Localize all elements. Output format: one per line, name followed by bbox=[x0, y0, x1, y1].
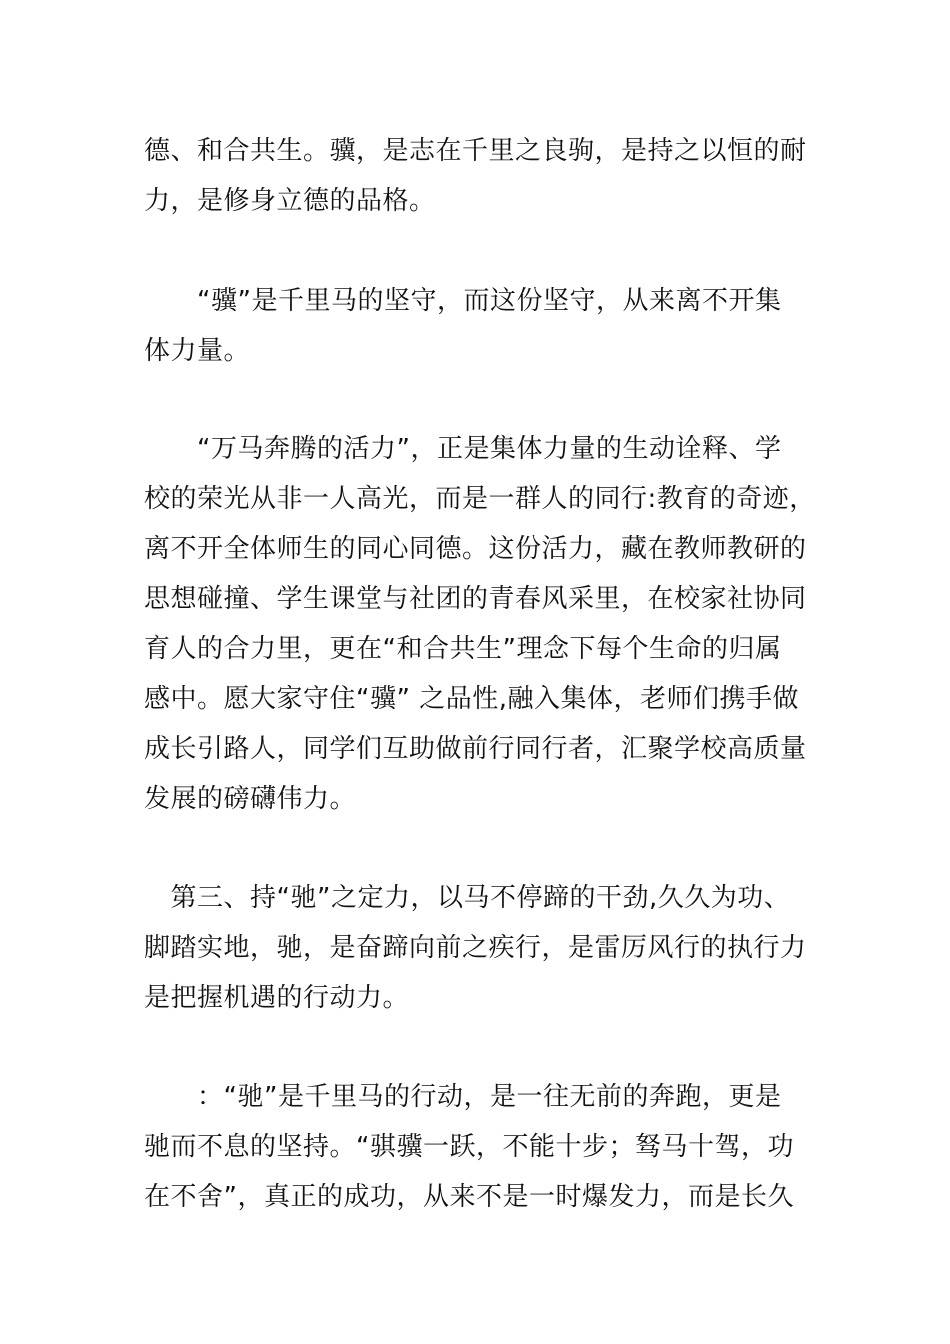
paragraph-4-line-3: 是把握机遇的行动力。 bbox=[144, 983, 410, 1013]
paragraph-4-line-2: 脚踏实地，驰，是奋蹄向前之疾行，是雷厉风行的执行力 bbox=[144, 933, 807, 963]
paragraph-3-line-1: “万马奔腾的活力”，正是集体力量的生动诠释、学 bbox=[144, 434, 782, 464]
paragraph-2-line-1: “骥”是千里马的坚守，而这份坚守，从来离不开集 bbox=[144, 286, 782, 316]
paragraph-3-line-5: 育人的合力里，更在“和合共生”理念下每个生命的归属 bbox=[144, 634, 782, 664]
paragraph-4-line-1: 第三、持“驰”之定力，以马不停蹄的干劲,久久为功、 bbox=[144, 883, 791, 913]
paragraph-3-line-2: 校的荣光从非一人高光，而是一群人的同行:教育的奇迹， bbox=[144, 484, 816, 514]
paragraph-1-line-2: 力，是修身立德的品格。 bbox=[144, 186, 436, 216]
paragraph-1-line-1: 德、和合共生。骥，是志在千里之良驹，是持之以恒的耐 bbox=[144, 136, 807, 166]
paragraph-5-line-3: 在不舍”，真正的成功，从来不是一时爆发力，而是长久 bbox=[144, 1182, 794, 1212]
paragraph-5-line-2: 驰而不息的坚持。“骐骥一跃，不能十步；驽马十驾，功 bbox=[144, 1132, 794, 1162]
paragraph-3-line-6: 感中。愿大家守住“骥” 之品性,融入集体，老师们携手做 bbox=[144, 684, 799, 714]
paragraph-3-line-7: 成长引路人，同学们互助做前行同行者，汇聚学校高质量 bbox=[144, 734, 807, 764]
paragraph-3-line-4: 思想碰撞、学生课堂与社团的青春风采里，在校家社协同 bbox=[144, 584, 807, 614]
paragraph-3-line-3: 离不开全体师生的同心同德。这份活力，藏在教师教研的 bbox=[144, 534, 807, 564]
paragraph-2-line-2: 体力量。 bbox=[144, 336, 251, 366]
paragraph-5-line-1: ：“驰”是千里马的行动，是一往无前的奔跑，更是 bbox=[144, 1082, 782, 1112]
paragraph-3-line-8: 发展的磅礴伟力。 bbox=[144, 784, 357, 814]
